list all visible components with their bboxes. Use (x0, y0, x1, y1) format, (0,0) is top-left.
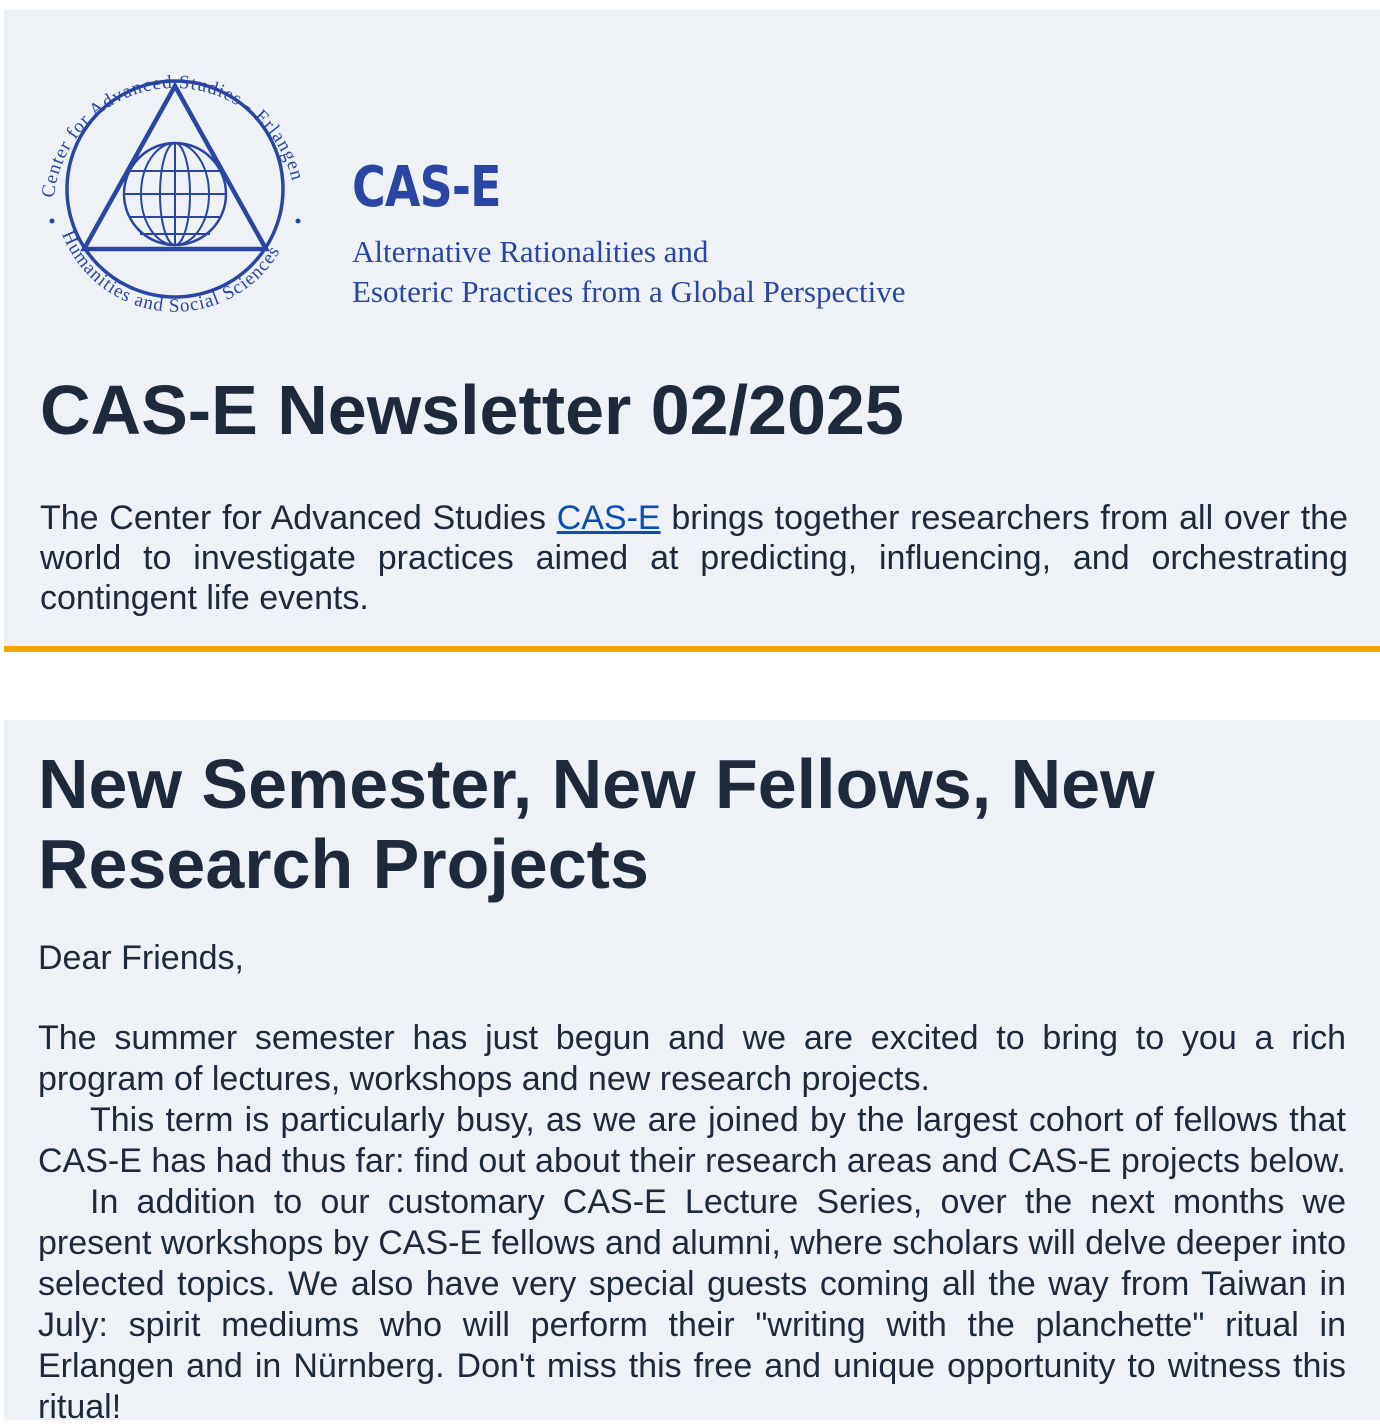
svg-text:Center for Advanced Studies - (38, 72, 308, 199)
body-paragraph-1: The summer semester has just begun and we are excited to bring to you a rich program of lectures, workshops and new research projects. (38, 1019, 1346, 1098)
brand-name: CAS-E (352, 155, 501, 220)
brand-subtitle (352, 232, 906, 312)
svg-text:Humanities and Social Sciences (57, 227, 284, 316)
article-title: New Semester, New Fellows, New Research Projects (38, 745, 1155, 903)
logo-ring-text-bottom: Humanities and Social Sciences (57, 227, 285, 317)
body-paragraph-2: This term is particularly busy, as we are joined by the largest cohort of fellows that CAS-E has had thus far: find out about their research areas and CAS-E projects below. (38, 1101, 1346, 1180)
brand-subtitle-line-2: Esoteric Practices from a Global Perspective (352, 274, 906, 309)
cas-e-logo (32, 38, 318, 324)
article-card (4, 720, 1380, 1426)
brand-block (352, 155, 906, 312)
cas-e-link[interactable]: CAS-E (556, 499, 661, 537)
intro-paragraph (40, 498, 1348, 618)
newsletter-title: CAS-E Newsletter 02/2025 (40, 371, 904, 449)
brand-subtitle-line-1: Alternative Rationalities and (352, 234, 709, 269)
intro-text-after-link: brings together researchers from all over the world to investigate practices aimed at predicting, influencing, and orchestrating contingent life events. (40, 499, 1348, 617)
greeting: Dear Friends, (38, 939, 244, 977)
intro-text-before-link: The Center for Advanced Studies (40, 499, 557, 537)
newsletter-header (4, 10, 1380, 652)
cas-e-seal-icon (32, 38, 318, 324)
article-body (38, 1018, 1346, 1428)
logo-ring-text-top: Center for Advanced Studies - Erlangen (37, 71, 308, 199)
body-paragraph-3: In addition to our customary CAS-E Lecture Series, over the next months we present workshops by CAS-E fellows and alumni, where scholars will delve deeper into selected topics. We also have very special guests coming all the way from Taiwan in July: spirit mediums who will perform their "writing with the planchette" ritual in Erlangen and in Nürnberg. Don't miss this free and unique opportunity to witness this ritual! (38, 1183, 1346, 1426)
